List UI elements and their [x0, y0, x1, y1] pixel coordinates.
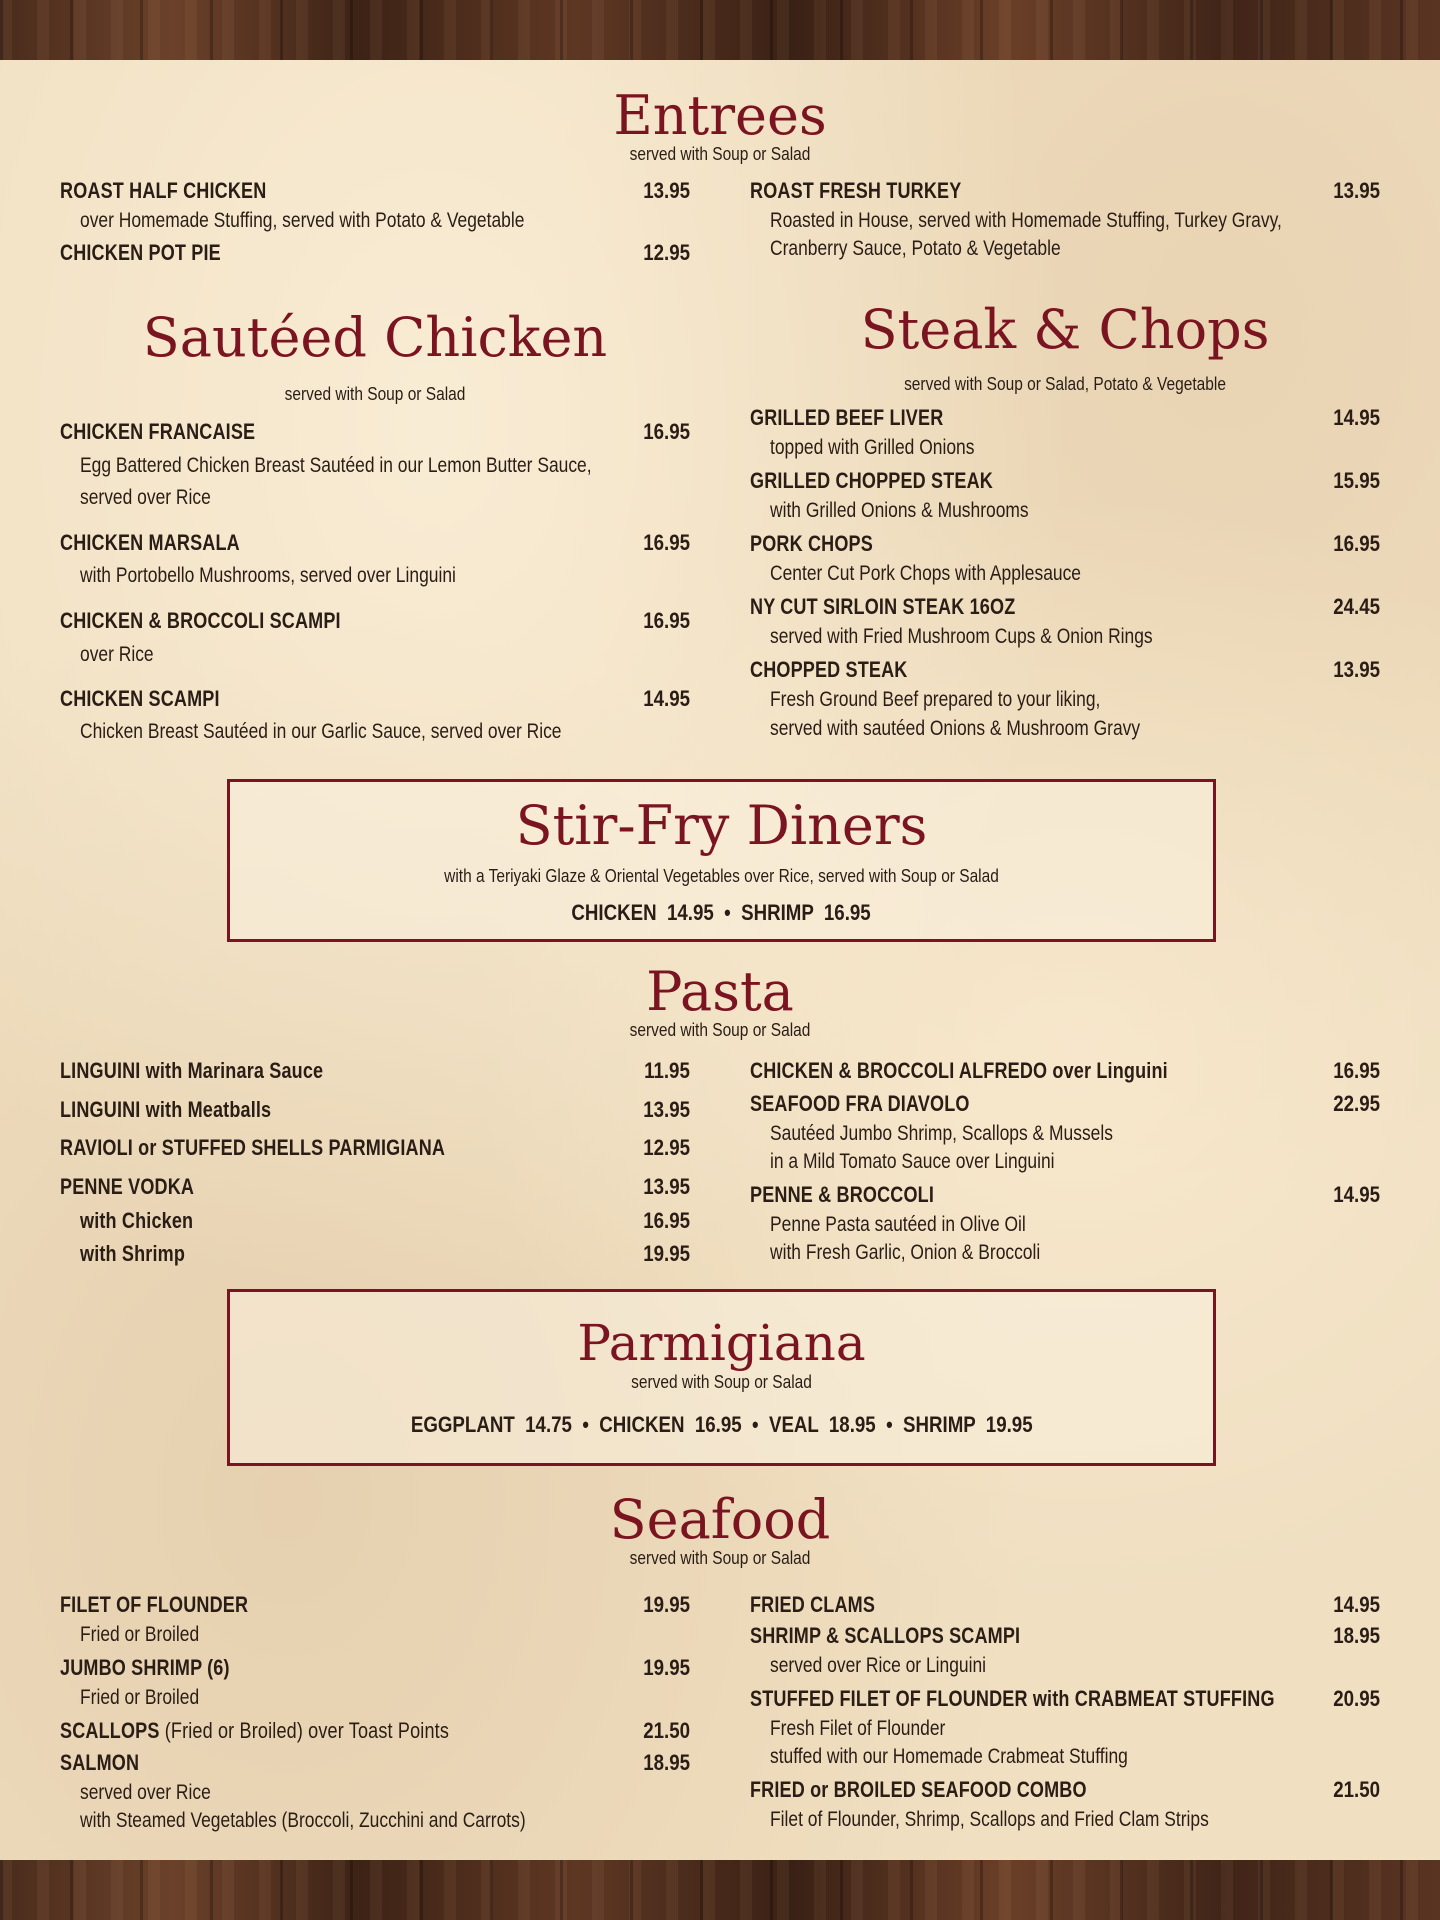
- item-price: 16.95: [643, 1208, 690, 1233]
- entrees-title: Entrees: [613, 84, 827, 147]
- item-desc: Fried or Broiled: [80, 1686, 200, 1709]
- item-desc: Fresh Filet of Flounder: [770, 1717, 946, 1740]
- stir-fry-title: Stir-Fry Diners: [515, 794, 928, 857]
- item-name: CHOPPED STEAK: [750, 657, 908, 682]
- menu-item: [750, 178, 1380, 208]
- menu-item: [60, 1241, 690, 1271]
- item-price: 16.95: [643, 530, 690, 555]
- item-desc: Egg Battered Chicken Breast Sautéed in our Lemon Butter Sauce,: [80, 454, 592, 477]
- menu-item: [60, 1655, 690, 1685]
- item-name: PENNE VODKA: [60, 1174, 195, 1199]
- item-desc: over Homemade Stuffing, served with Potato & Vegetable: [80, 209, 525, 232]
- menu-item: [60, 1097, 690, 1127]
- menu-item: [750, 1623, 1380, 1653]
- parmigiana-box: [227, 1289, 1216, 1466]
- menu-item: [60, 1208, 690, 1238]
- menu-item: [60, 419, 690, 449]
- parmigiana-title: Parmigiana: [577, 1314, 866, 1372]
- item-name: STUFFED FILET OF FLOUNDER with CRABMEAT STUFFING: [750, 1686, 1275, 1711]
- item-name: GRILLED CHOPPED STEAK: [750, 468, 994, 493]
- menu-item: [60, 1058, 690, 1088]
- menu-item: [60, 608, 690, 638]
- item-desc: Sautéed Jumbo Shrimp, Scallops & Mussels: [770, 1122, 1113, 1145]
- item-price: 14.95: [1333, 1592, 1380, 1617]
- item-desc: Fried or Broiled: [80, 1623, 200, 1646]
- item-desc: with Portobello Mushrooms, served over Linguini: [80, 564, 456, 587]
- seafood-title: Seafood: [609, 1488, 831, 1551]
- menu-item: [60, 178, 690, 208]
- menu-item: [60, 530, 690, 560]
- item-name: PORK CHOPS: [750, 531, 873, 556]
- item-desc: with Grilled Onions & Mushrooms: [770, 499, 1029, 522]
- item-price: 13.95: [643, 178, 690, 203]
- menu-item: [60, 1750, 690, 1780]
- steak-chops-title: Steak & Chops: [860, 298, 1270, 361]
- item-desc: Cranberry Sauce, Potato & Vegetable: [770, 237, 1061, 260]
- item-desc: served with sautéed Onions & Mushroom Gravy: [770, 717, 1141, 740]
- entrees-subtitle: served with Soup or Salad: [629, 144, 811, 164]
- item-price: 22.95: [1333, 1091, 1380, 1116]
- item-name: SEAFOOD FRA DIAVOLO: [750, 1091, 970, 1116]
- item-name: CHICKEN MARSALA: [60, 530, 240, 555]
- item-name: FRIED CLAMS: [750, 1592, 876, 1617]
- item-price: 14.95: [643, 686, 690, 711]
- item-price: 16.95: [1333, 1058, 1380, 1083]
- item-desc: with Fresh Garlic, Onion & Broccoli: [770, 1241, 1041, 1264]
- item-desc: with Steamed Vegetables (Broccoli, Zucchini and Carrots): [80, 1809, 526, 1832]
- item-name: FILET OF FLOUNDER: [60, 1592, 249, 1617]
- item-price: 12.95: [643, 240, 690, 265]
- stir-fry-subtitle: with a Teriyaki Glaze & Oriental Vegetables over Rice, served with Soup or Salad: [444, 866, 999, 886]
- item-price: 21.50: [643, 1718, 690, 1743]
- stir-fry-box: [227, 779, 1216, 942]
- item-desc: served over Rice or Linguini: [770, 1654, 987, 1677]
- stir-fry-prices: CHICKEN 14.95 • SHRIMP 16.95: [571, 900, 872, 925]
- menu-item: [750, 594, 1380, 624]
- menu-item: [60, 1592, 690, 1622]
- menu-item: [60, 1718, 690, 1748]
- item-name: CHICKEN SCAMPI: [60, 686, 220, 711]
- item-name: NY CUT SIRLOIN STEAK 16OZ: [750, 594, 1016, 619]
- item-price: 16.95: [643, 608, 690, 633]
- item-desc: served over Rice: [80, 1781, 211, 1804]
- wood-border-top: [0, 0, 1440, 60]
- item-price: 11.95: [644, 1058, 690, 1083]
- menu-item: [60, 240, 690, 270]
- item-name: ROAST HALF CHICKEN: [60, 178, 267, 203]
- item-price: 19.95: [643, 1592, 690, 1617]
- item-name: SCALLOPS (Fried or Broiled) over Toast Points: [60, 1718, 450, 1743]
- sauteed-chicken-title: Sautéed Chicken: [142, 306, 608, 369]
- item-name: CHICKEN & BROCCOLI SCAMPI: [60, 608, 341, 633]
- item-name: CHICKEN FRANCAISE: [60, 419, 256, 444]
- item-desc: topped with Grilled Onions: [770, 436, 975, 459]
- menu-item: [750, 531, 1380, 561]
- menu-item: [750, 1686, 1380, 1716]
- item-price: 21.50: [1333, 1777, 1380, 1802]
- menu-item: [60, 1174, 690, 1204]
- item-price: 24.45: [1333, 594, 1380, 619]
- item-name: LINGUINI with Marinara Sauce: [60, 1058, 324, 1083]
- item-name: FRIED or BROILED SEAFOOD COMBO: [750, 1777, 1087, 1802]
- menu-item: [750, 657, 1380, 687]
- item-name: ROAST FRESH TURKEY: [750, 178, 962, 203]
- menu-item: [750, 1058, 1380, 1088]
- item-price: 16.95: [1333, 531, 1380, 556]
- seafood-subtitle: served with Soup or Salad: [629, 1548, 811, 1568]
- item-price: 20.95: [1333, 1686, 1380, 1711]
- item-name: LINGUINI with Meatballs: [60, 1097, 272, 1122]
- item-price: 13.95: [643, 1174, 690, 1199]
- item-desc: Chicken Breast Sautéed in our Garlic Sauce, served over Rice: [80, 720, 562, 743]
- item-desc: Penne Pasta sautéed in Olive Oil: [770, 1213, 1026, 1236]
- menu-item: [750, 405, 1380, 435]
- menu-item: [750, 1777, 1380, 1807]
- menu-item: [750, 1091, 1380, 1121]
- item-price: 13.95: [1333, 657, 1380, 682]
- item-desc: Roasted in House, served with Homemade Stuffing, Turkey Gravy,: [770, 209, 1282, 232]
- item-name: SALMON: [60, 1750, 140, 1775]
- pasta-subtitle: served with Soup or Salad: [629, 1020, 811, 1040]
- item-price: 14.95: [1333, 405, 1380, 430]
- item-price: 19.95: [643, 1655, 690, 1680]
- menu-item: [750, 1182, 1380, 1212]
- item-name: with Shrimp: [80, 1241, 186, 1266]
- item-price: 15.95: [1333, 468, 1380, 493]
- wood-border-bottom: [0, 1860, 1440, 1920]
- item-desc: Filet of Flounder, Shrimp, Scallops and Fried Clam Strips: [770, 1808, 1209, 1831]
- item-name: CHICKEN POT PIE: [60, 240, 221, 265]
- steak-chops-subtitle: served with Soup or Salad, Potato & Vegetable: [904, 374, 1226, 394]
- item-name: GRILLED BEEF LIVER: [750, 405, 944, 430]
- item-desc: in a Mild Tomato Sauce over Linguini: [770, 1150, 1055, 1173]
- item-name: CHICKEN & BROCCOLI ALFREDO over Linguini: [750, 1058, 1168, 1083]
- item-price: 16.95: [643, 419, 690, 444]
- item-price: 14.95: [1333, 1182, 1380, 1207]
- item-price: 12.95: [643, 1135, 690, 1160]
- item-price: 19.95: [643, 1241, 690, 1266]
- parmigiana-subtitle: served with Soup or Salad: [631, 1372, 812, 1392]
- item-desc: stuffed with our Homemade Crabmeat Stuffing: [770, 1745, 1128, 1768]
- item-desc: Center Cut Pork Chops with Applesauce: [770, 562, 1082, 585]
- menu-item: [60, 1135, 690, 1165]
- item-desc: over Rice: [80, 643, 154, 666]
- item-price: 13.95: [643, 1097, 690, 1122]
- item-name: JUMBO SHRIMP (6): [60, 1655, 230, 1680]
- parmigiana-prices: EGGPLANT 14.75 • CHICKEN 16.95 • VEAL 18.95 • SHRIMP 19.95: [410, 1412, 1033, 1437]
- item-price: 18.95: [1333, 1623, 1380, 1648]
- item-name: RAVIOLI or STUFFED SHELLS PARMIGIANA: [60, 1135, 446, 1160]
- menu-item: [60, 686, 690, 716]
- item-desc: served with Fried Mushroom Cups & Onion Rings: [770, 625, 1153, 648]
- item-price: 18.95: [643, 1750, 690, 1775]
- sauteed-chicken-subtitle: served with Soup or Salad: [284, 384, 466, 404]
- item-name: SHRIMP & SCALLOPS SCAMPI: [750, 1623, 1021, 1648]
- menu-item: [750, 468, 1380, 498]
- item-name: PENNE & BROCCOLI: [750, 1182, 935, 1207]
- item-name: with Chicken: [80, 1208, 194, 1233]
- item-desc: Fresh Ground Beef prepared to your liking,: [770, 688, 1101, 711]
- item-price: 13.95: [1333, 178, 1380, 203]
- menu-item: [750, 1592, 1380, 1622]
- item-desc: served over Rice: [80, 486, 211, 509]
- pasta-title: Pasta: [646, 960, 794, 1023]
